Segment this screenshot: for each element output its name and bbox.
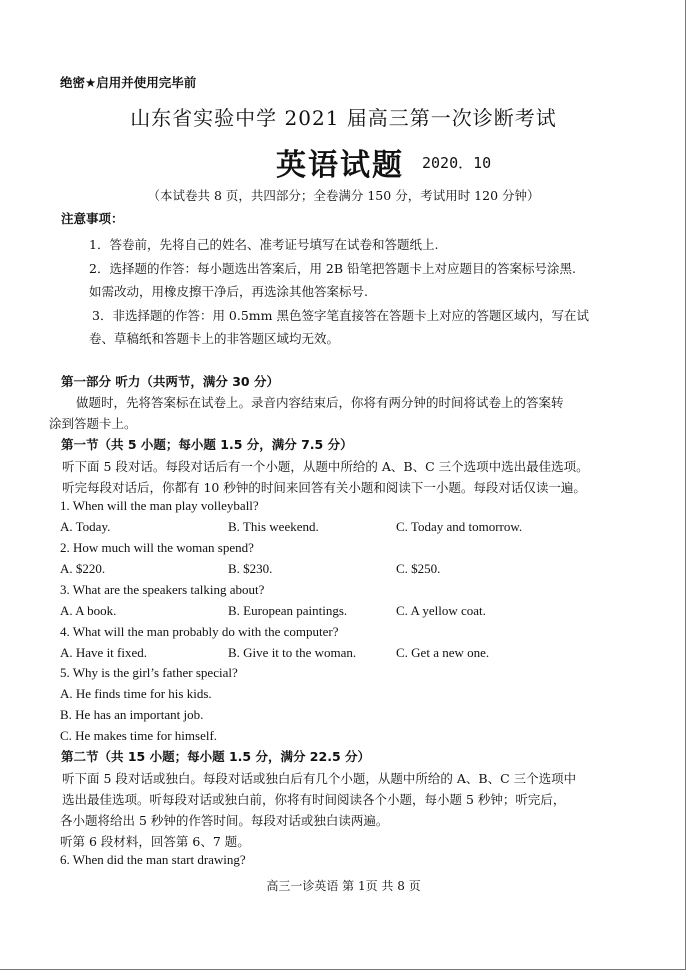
- question-2-option-c: C. $250.: [396, 561, 441, 576]
- question-4-option-a: A. Have it fixed.: [60, 645, 148, 660]
- question-3: 3. What are the speakers talking about?: [60, 582, 265, 597]
- question-3-option-b: B. European paintings.: [228, 603, 348, 618]
- question-1: 1. When will the man play volleyball?: [60, 498, 259, 513]
- question-5-option-c: C. He makes time for himself.: [60, 728, 218, 743]
- section1-heading: 第一节（共 5 小题；每小题 1.5 分，满分 7.5 分）: [61, 437, 353, 452]
- question-6: 6. When did the man start drawing?: [60, 852, 246, 867]
- exam-date: 2020．10: [422, 154, 492, 172]
- part1-intro-line-1: 做题时，先将答案标在试卷上。录音内容结束后，你将有两分钟的时间将试卷上的答案转: [76, 395, 564, 410]
- exam-info: （本试卷共 8 页，共四部分；全卷满分 150 分，考试用时 120 分钟）: [147, 188, 540, 203]
- question-5-option-a: A. He finds time for his kids.: [60, 686, 212, 701]
- question-1-option-a: A. Today.: [60, 519, 111, 534]
- subject-title: 英语试题: [276, 148, 404, 183]
- notice-item-1: 1．答卷前，先将自己的姓名、准考证号填写在试卷和答题纸上.: [89, 237, 439, 252]
- question-5-option-b: B. He has an important job.: [60, 707, 204, 722]
- question-2-option-b: B. $230.: [228, 561, 273, 576]
- question-3-option-c: C. A yellow coat.: [396, 603, 486, 618]
- section1-directions-line-2: 听完每段对话后，你都有 10 秒钟的时间来回答有关小题和阅读下一小题。每段对话仅读一遍。: [62, 480, 586, 495]
- section2-directions-line-1: 听下面 5 段对话或独白。每段对话或独白后有几个小题，从题中所给的 A、B、C 三个选项中: [62, 771, 577, 786]
- question-2-option-a: A. $220.: [60, 561, 106, 576]
- question-4-option-c: C. Get a new one.: [396, 645, 490, 660]
- question-2: 2. How much will the woman spend?: [60, 540, 254, 555]
- question-5: 5. Why is the girl’s father special?: [60, 665, 238, 680]
- notice-item-2-line-2: 如需改动，用橡皮擦干净后，再选涂其他答案标号.: [89, 284, 368, 299]
- question-4: 4. What will the man probably do with the computer?: [60, 624, 339, 639]
- section2-directions-line-3: 各小题将给出 5 秒钟的作答时间。每段对话或独白读两遍。: [60, 813, 389, 828]
- part1-intro-line-2: 涂到答题卡上。: [49, 416, 137, 431]
- notice-item-2-line-1: 2．选择题的作答：每小题选出答案后，用 2B 铅笔把答题卡上对应题目的答案标号涂黑.: [89, 261, 577, 276]
- notice-item-3-line-2: 卷、草稿纸和答题卡上的非答题区域均无效。: [89, 331, 340, 346]
- section2-heading: 第二节（共 15 小题；每小题 1.5 分，满分 22.5 分）: [61, 749, 370, 764]
- section2-directions-line-2: 选出最佳选项。听每段对话或独白前，你将有时间阅读各个小题，每小题 5 秒钟；听完后，: [62, 792, 566, 807]
- notice-item-3-line-1: 3．非选择题的作答：用 0.5mm 黑色签字笔直接答在答题卡上对应的答题区域内，写在试: [92, 308, 589, 323]
- exam-title: 山东省实验中学 2021 届高三第一次诊断考试: [130, 106, 557, 130]
- question-1-option-b: B. This weekend.: [228, 519, 319, 534]
- notice-heading: 注意事项：: [61, 211, 124, 226]
- confidential-label: 绝密★启用并使用完毕前: [60, 75, 197, 90]
- question-3-option-a: A. A book.: [60, 603, 117, 618]
- part1-heading: 第一部分 听力（共两节，满分 30 分）: [61, 374, 279, 389]
- section1-directions-line-1: 听下面 5 段对话。每段对话后有一个小题，从题中所给的 A、B、C 三个选项中选出最佳选项。: [62, 459, 589, 474]
- question-4-option-b: B. Give it to the woman.: [228, 645, 357, 660]
- material-6-instruction: 听第 6 段材料，回答第 6、7 题。: [60, 834, 250, 849]
- question-1-option-c: C. Today and tomorrow.: [396, 519, 523, 534]
- page-footer: 高三一诊英语 第 1页 共 8 页: [266, 879, 421, 893]
